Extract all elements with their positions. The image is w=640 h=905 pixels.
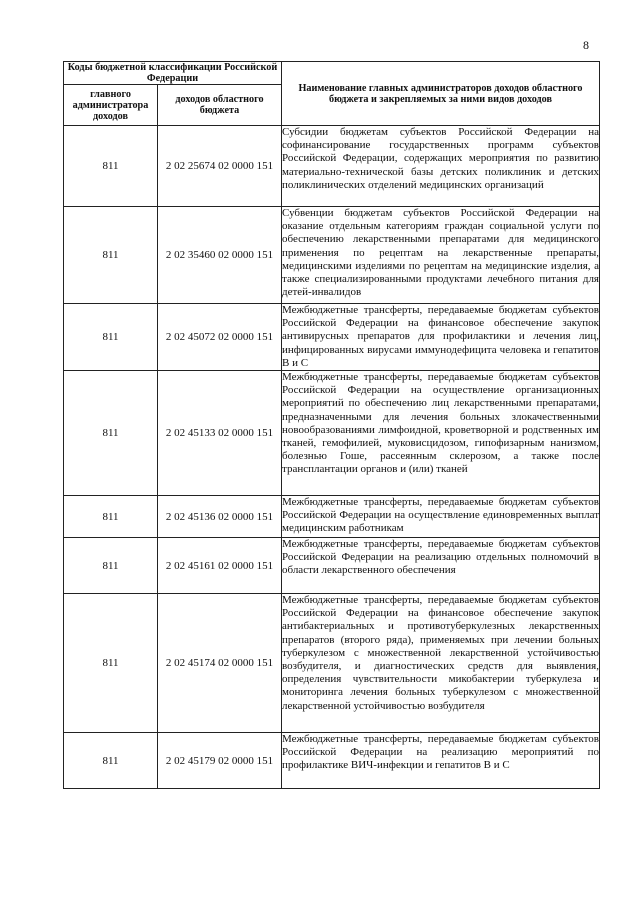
- admin-code-cell: 811: [64, 594, 158, 733]
- table-row: [64, 304, 600, 371]
- page-number: 8: [583, 38, 589, 52]
- income-name-cell: Субсидии бюджетам субъектов Российской Федерации на софинансирование государственных программ субъектов Российской Федерации, содержащих мероприятия по развитию материально-технической базы детских поликлиник и детских поликлинических отделений медицинских организаций: [282, 126, 600, 207]
- table-row: [64, 733, 600, 789]
- income-name-cell: Межбюджетные трансферты, передаваемые бюджетам субъектов Российской Федерации на финансовое обеспечение закупок антибактериальных и противотуберкулезных лекарственных препаратов (второго ряда), применяемых при лечении больных туберкулезом с множественной лекарственной устойчивостью возбудителя, и диагностических средств для выявления, определения чувствительности микобактерии туберкулеза и мониторинга лечения больных туберкулезом с множественной лекарственной устойчивостью возбудителя: [282, 594, 600, 733]
- income-name-cell: Субвенции бюджетам субъектов Российской Федерации на оказание отдельным категориям граждан социальной услуги по обеспечению лекарственными препаратами для медицинского применения по рецептам на лекарственные препараты, медицинскими изделиями по рецептам на медицинские изделия, а также специализированными продуктами лечебного питания для детей-инвалидов: [282, 207, 600, 304]
- income-code-cell: 2 02 35460 02 0000 151: [158, 207, 282, 304]
- table-row: [64, 496, 600, 538]
- admin-code-cell: 811: [64, 126, 158, 207]
- admin-code-cell: 811: [64, 207, 158, 304]
- income-code-cell: 2 02 45133 02 0000 151: [158, 371, 282, 496]
- table-row: [64, 126, 600, 207]
- income-code-cell: 2 02 45136 02 0000 151: [158, 496, 282, 538]
- admin-code-cell: 811: [64, 304, 158, 371]
- header-col-admin: главного администратора доходов: [64, 85, 158, 126]
- admin-code-cell: 811: [64, 538, 158, 594]
- budget-classification-table: [63, 61, 600, 789]
- table-row: [64, 207, 600, 304]
- admin-code-cell: 811: [64, 733, 158, 789]
- income-code-cell: 2 02 25674 02 0000 151: [158, 126, 282, 207]
- table-row: [64, 594, 600, 733]
- header-col-income: доходов областного бюджета: [158, 85, 282, 126]
- income-code-cell: 2 02 45174 02 0000 151: [158, 594, 282, 733]
- income-name-cell: Межбюджетные трансферты, передаваемые бюджетам субъектов Российской Федерации на реализацию отдельных полномочий в области лекарственного обеспечения: [282, 538, 600, 594]
- income-name-cell: Межбюджетные трансферты, передаваемые бюджетам субъектов Российской Федерации на реализацию мероприятий по профилактике ВИЧ-инфекции и гепатитов В и С: [282, 733, 600, 789]
- income-code-cell: 2 02 45179 02 0000 151: [158, 733, 282, 789]
- income-code-cell: 2 02 45161 02 0000 151: [158, 538, 282, 594]
- admin-code-cell: 811: [64, 371, 158, 496]
- income-code-cell: 2 02 45072 02 0000 151: [158, 304, 282, 371]
- header-group-title: Коды бюджетной классификации Российской Федерации: [64, 62, 282, 85]
- admin-code-cell: 811: [64, 496, 158, 538]
- income-name-cell: Межбюджетные трансферты, передаваемые бюджетам субъектов Российской Федерации на финансовое обеспечение закупок антивирусных препаратов для профилактики и лечения лиц, инфицированных вирусами иммунодефицита человека и гепатитов В и С: [282, 304, 599, 369]
- income-name-cell: Межбюджетные трансферты, передаваемые бюджетам субъектов Российской Федерации на осуществление организационных мероприятий по обеспечению лиц лекарственными препаратами, предназначенными для лечения больных злокачественными новообразованиями лимфоидной, кроветворной и родственных им тканей, гемофилией, муковисцидозом, гипофизарным нанизмом, болезнью Гоше, рассеянным склерозом, а также после трансплантации органов и (или) тканей: [282, 371, 600, 496]
- income-name-cell: Межбюджетные трансферты, передаваемые бюджетам субъектов Российской Федерации на осуществление единовременных выплат медицинским работникам: [282, 496, 600, 538]
- table-row: [64, 538, 600, 594]
- header-col-name: Наименование главных администраторов доходов областного бюджета и закрепляемых за ними видов доходов: [282, 62, 600, 126]
- table-row: [64, 371, 600, 496]
